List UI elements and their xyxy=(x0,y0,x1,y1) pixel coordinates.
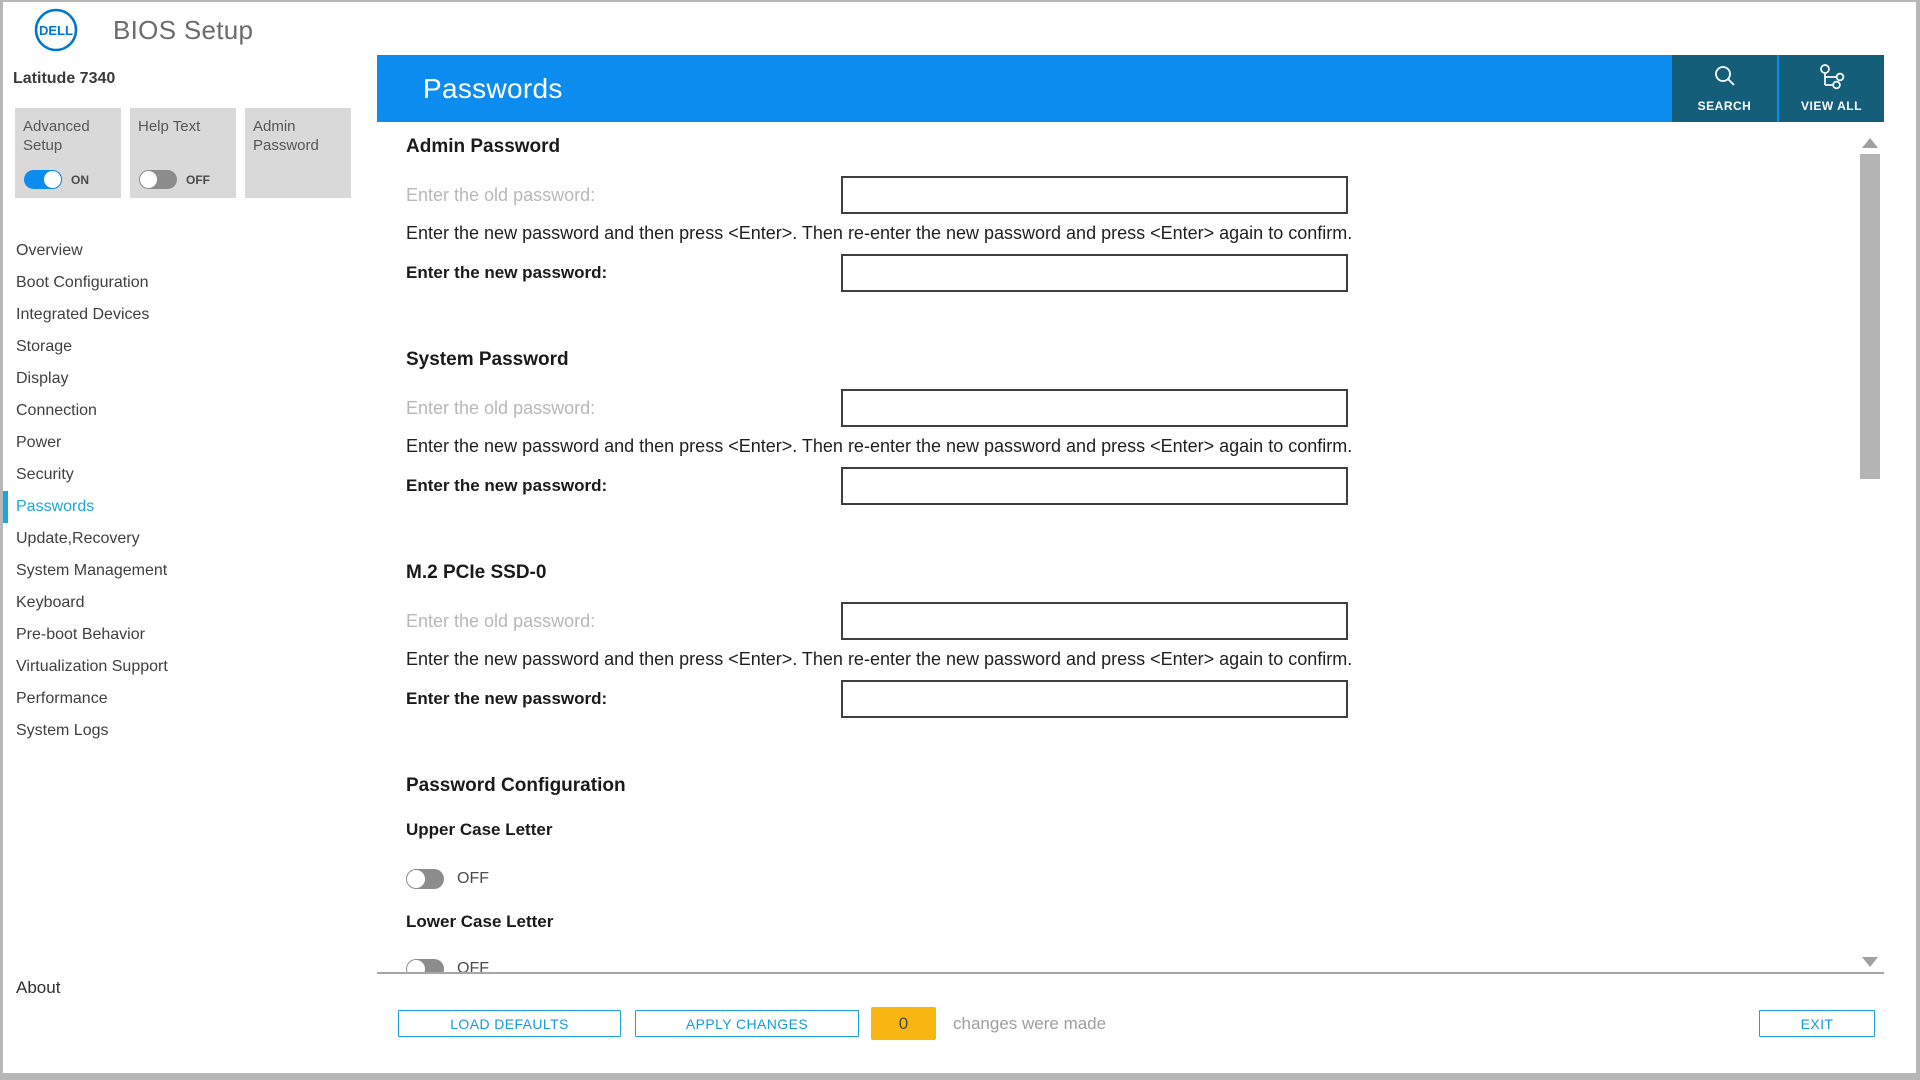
load-defaults-button[interactable]: LOAD DEFAULTS xyxy=(398,1010,621,1037)
sidebar-nav xyxy=(3,235,373,747)
admin-password-card-label: Admin Password xyxy=(253,118,319,155)
new-password-label: Enter the new password: xyxy=(406,476,608,495)
sidebar-item-pre-boot-behavior[interactable]: Pre-boot Behavior xyxy=(16,626,145,643)
upper-case-letter-label: Upper Case Letter xyxy=(406,820,553,839)
password-helper-text: Enter the new password and then press <Enter>. Then re-enter the new password and press <Enter> again to confirm. xyxy=(406,436,1353,456)
section-heading: Admin Password xyxy=(406,136,561,157)
section-heading: Password Configuration xyxy=(406,775,626,796)
help-text-state: OFF xyxy=(186,172,210,187)
password-helper-text: Enter the new password and then press <Enter>. Then re-enter the new password and press <Enter> again to confirm. xyxy=(406,223,1353,243)
upper-case-letter-state: OFF xyxy=(457,870,489,887)
system-old-password-input[interactable] xyxy=(841,389,1348,427)
section-heading: M.2 PCIe SSD-0 xyxy=(406,562,547,583)
sidebar-item-update-recovery[interactable]: Update,Recovery xyxy=(16,530,140,547)
scrollbar-down-icon[interactable] xyxy=(1862,957,1878,967)
old-password-label: Enter the old password: xyxy=(406,185,596,205)
sidebar-item-power[interactable]: Power xyxy=(16,434,62,451)
toggle-knob xyxy=(44,171,61,188)
about-link[interactable]: About xyxy=(16,978,61,997)
search-button-label: SEARCH xyxy=(1697,99,1752,113)
changes-made-text: changes were made xyxy=(953,1014,1107,1033)
view-all-icon xyxy=(1817,64,1847,90)
sidebar-item-security[interactable]: Security xyxy=(16,466,74,483)
lower-case-letter-state: OFF xyxy=(457,960,489,974)
sidebar-item-integrated-devices[interactable]: Integrated Devices xyxy=(16,306,150,323)
scrollbar-up-icon[interactable] xyxy=(1862,138,1878,148)
help-text-card xyxy=(130,108,236,198)
apply-changes-button[interactable]: APPLY CHANGES xyxy=(635,1010,859,1037)
sidebar-item-system-logs[interactable]: System Logs xyxy=(16,722,109,739)
password-helper-text: Enter the new password and then press <Enter>. Then re-enter the new password and press <Enter> again to confirm. xyxy=(406,649,1353,669)
advanced-setup-label: Advanced Setup xyxy=(23,118,90,155)
page-header xyxy=(377,55,1884,122)
sidebar-item-display[interactable]: Display xyxy=(16,370,69,387)
search-button[interactable] xyxy=(1672,55,1777,122)
old-password-label: Enter the old password: xyxy=(406,398,596,418)
admin-old-password-input[interactable] xyxy=(841,176,1348,214)
advanced-setup-state: ON xyxy=(71,172,89,187)
admin-password-card xyxy=(245,108,351,198)
search-icon xyxy=(1712,64,1738,90)
view-all-button[interactable] xyxy=(1779,55,1884,122)
sidebar-item-performance[interactable]: Performance xyxy=(16,690,108,707)
password-configuration-section xyxy=(377,775,1837,974)
page-title: Passwords xyxy=(423,72,563,104)
ssd-new-password-input[interactable] xyxy=(841,680,1348,718)
advanced-setup-toggle[interactable] xyxy=(24,170,62,189)
changes-count-badge: 0 xyxy=(871,1007,936,1040)
sidebar-item-keyboard[interactable]: Keyboard xyxy=(16,594,85,611)
new-password-label: Enter the new password: xyxy=(406,263,608,282)
exit-button[interactable]: EXIT xyxy=(1759,1010,1875,1037)
help-text-label: Help Text xyxy=(138,118,201,135)
sidebar-item-storage[interactable]: Storage xyxy=(16,338,73,355)
app-title: BIOS Setup xyxy=(113,15,254,45)
toggle-knob xyxy=(407,960,425,974)
passwords-content xyxy=(377,122,1884,974)
view-all-button-label: VIEW ALL xyxy=(1801,99,1862,113)
lower-case-letter-toggle[interactable] xyxy=(406,959,444,974)
new-password-label: Enter the new password: xyxy=(406,689,608,708)
upper-case-letter-toggle[interactable] xyxy=(406,869,444,889)
system-new-password-input[interactable] xyxy=(841,467,1348,505)
toggle-knob xyxy=(407,870,425,888)
svg-text:DELL: DELL xyxy=(39,23,73,38)
admin-password-section xyxy=(377,136,1837,296)
section-heading: System Password xyxy=(406,349,569,370)
dell-logo-icon xyxy=(33,7,79,53)
admin-new-password-input[interactable] xyxy=(841,254,1348,292)
advanced-setup-card xyxy=(15,108,121,198)
scrollbar-thumb[interactable] xyxy=(1860,154,1880,479)
old-password-label: Enter the old password: xyxy=(406,611,596,631)
lower-case-letter-label: Lower Case Letter xyxy=(406,912,554,931)
ssd-old-password-input[interactable] xyxy=(841,602,1348,640)
m2-pcie-ssd0-password-section xyxy=(377,562,1837,722)
help-text-toggle[interactable] xyxy=(139,170,177,189)
model-label: Latitude 7340 xyxy=(13,70,116,87)
sidebar-item-connection[interactable]: Connection xyxy=(16,402,97,419)
sidebar-item-boot-configuration[interactable]: Boot Configuration xyxy=(16,274,149,291)
sidebar-item-virtualization-support[interactable]: Virtualization Support xyxy=(16,658,168,675)
system-password-section xyxy=(377,349,1837,509)
sidebar-item-overview[interactable]: Overview xyxy=(16,242,83,259)
sidebar-item-system-management[interactable]: System Management xyxy=(16,562,168,579)
toggle-knob xyxy=(140,171,157,188)
sidebar-item-passwords[interactable]: Passwords xyxy=(3,491,373,523)
quick-settings xyxy=(15,108,351,198)
